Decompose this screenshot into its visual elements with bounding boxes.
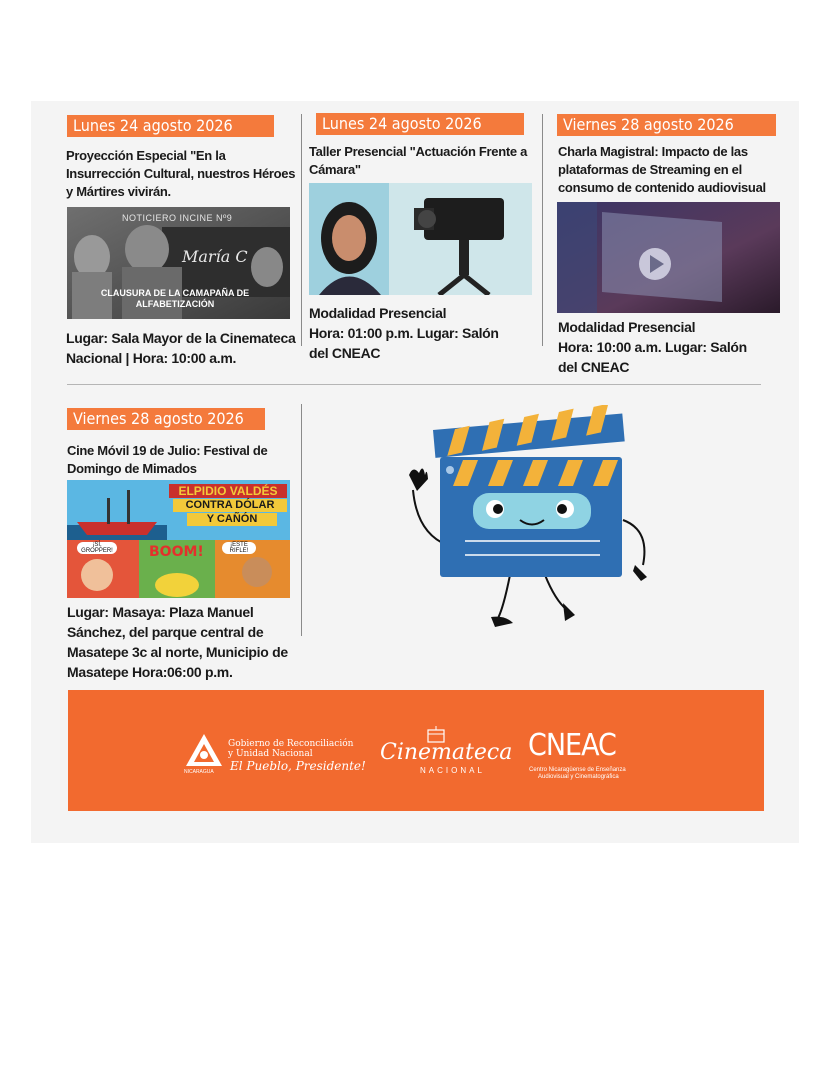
cneac-sub-2: Audiovisual y Cinematográfica (538, 774, 619, 780)
streaming-photo (557, 202, 780, 313)
event-1-image (67, 207, 290, 319)
poster-boom: BOOM! (149, 544, 204, 560)
poster-bubble-2: ¡ESTE RIFLE! (222, 542, 256, 554)
event-2-title: Taller Presencial "Actuación Frente a Cámara" (309, 144, 528, 177)
image-caption-top: NOTICIERO INCINE Nº9 (122, 213, 233, 223)
event-2-image (309, 183, 532, 295)
cneac-name: CNEAC (528, 728, 616, 763)
event-2-info: Hora: 01:00 p.m. Lugar: Salón del CNEAC (309, 325, 499, 361)
event-3-date: Viernes 28 agosto 2026 (557, 114, 776, 136)
event-4-poster (67, 480, 290, 598)
clapperboard-mascot-icon (395, 405, 665, 635)
event-1-date: Lunes 24 agosto 2026 (67, 115, 274, 137)
gov-badge-text: NICARAGUA (184, 769, 214, 775)
gov-line-1: Gobierno de Reconciliación (228, 739, 354, 749)
event-4-date: Viernes 28 agosto 2026 (67, 408, 265, 430)
event-3-modality: Modalidad Presencial (558, 319, 696, 335)
event-1-info: Lugar: Sala Mayor de la Cinemateca Nacional | Hora: 10:00 a.m. (66, 330, 296, 366)
separator (301, 114, 302, 346)
poster-bubble-1: ¡SÍ, GROPPER! (77, 542, 117, 554)
poster-title-line1: ELPIDIO VALDÉS (169, 484, 287, 498)
event-3-title: Charla Magistral: Impacto de las plataformas de Streaming en el consumo de contenido audiovisual (558, 144, 766, 195)
event-3-info: Hora: 10:00 a.m. Lugar: Salón del CNEAC (558, 339, 747, 375)
actress-camera-photo (309, 183, 532, 295)
poster-title-line3: Y CAÑÓN (187, 513, 277, 526)
event-2-modality: Modalidad Presencial (309, 305, 447, 321)
cinemateca-sub: NACIONAL (420, 766, 485, 775)
gov-slogan: El Pueblo, Presidente! (230, 759, 366, 773)
event-3-image (557, 202, 780, 313)
image-caption-bottom: CLAUSURA DE LA CAMAPAÑA DE ALFABETIZACIÓN (100, 288, 250, 309)
separator (542, 114, 543, 346)
separator (301, 404, 302, 636)
event-1-title: Proyección Especial "En la Insurrección Cultural, nuestros Héroes y Mártires vivirán. (66, 148, 296, 199)
event-2-date: Lunes 24 agosto 2026 (316, 113, 524, 135)
sponsors-footer (68, 690, 764, 811)
gov-line-2: y Unidad Nacional (228, 749, 313, 759)
poster-title-line2: CONTRA DÓLAR (173, 499, 287, 512)
event-4-title: Cine Móvil 19 de Julio: Festival de Domingo de Mimados (67, 443, 268, 476)
cneac-sub-1: Centro Nicaragüense de Enseñanza (529, 767, 626, 773)
event-4-info: Lugar: Masaya: Plaza Manuel Sánchez, del parque central de Masatepe 3c al norte, Municipio de Masatepe Hora:06:00 p.m. (67, 604, 288, 680)
government-emblem-icon (182, 730, 226, 774)
cinemateca-name: Cinemateca (380, 740, 513, 765)
horizontal-separator (67, 384, 761, 385)
image-chalk-text: María C (182, 247, 248, 266)
